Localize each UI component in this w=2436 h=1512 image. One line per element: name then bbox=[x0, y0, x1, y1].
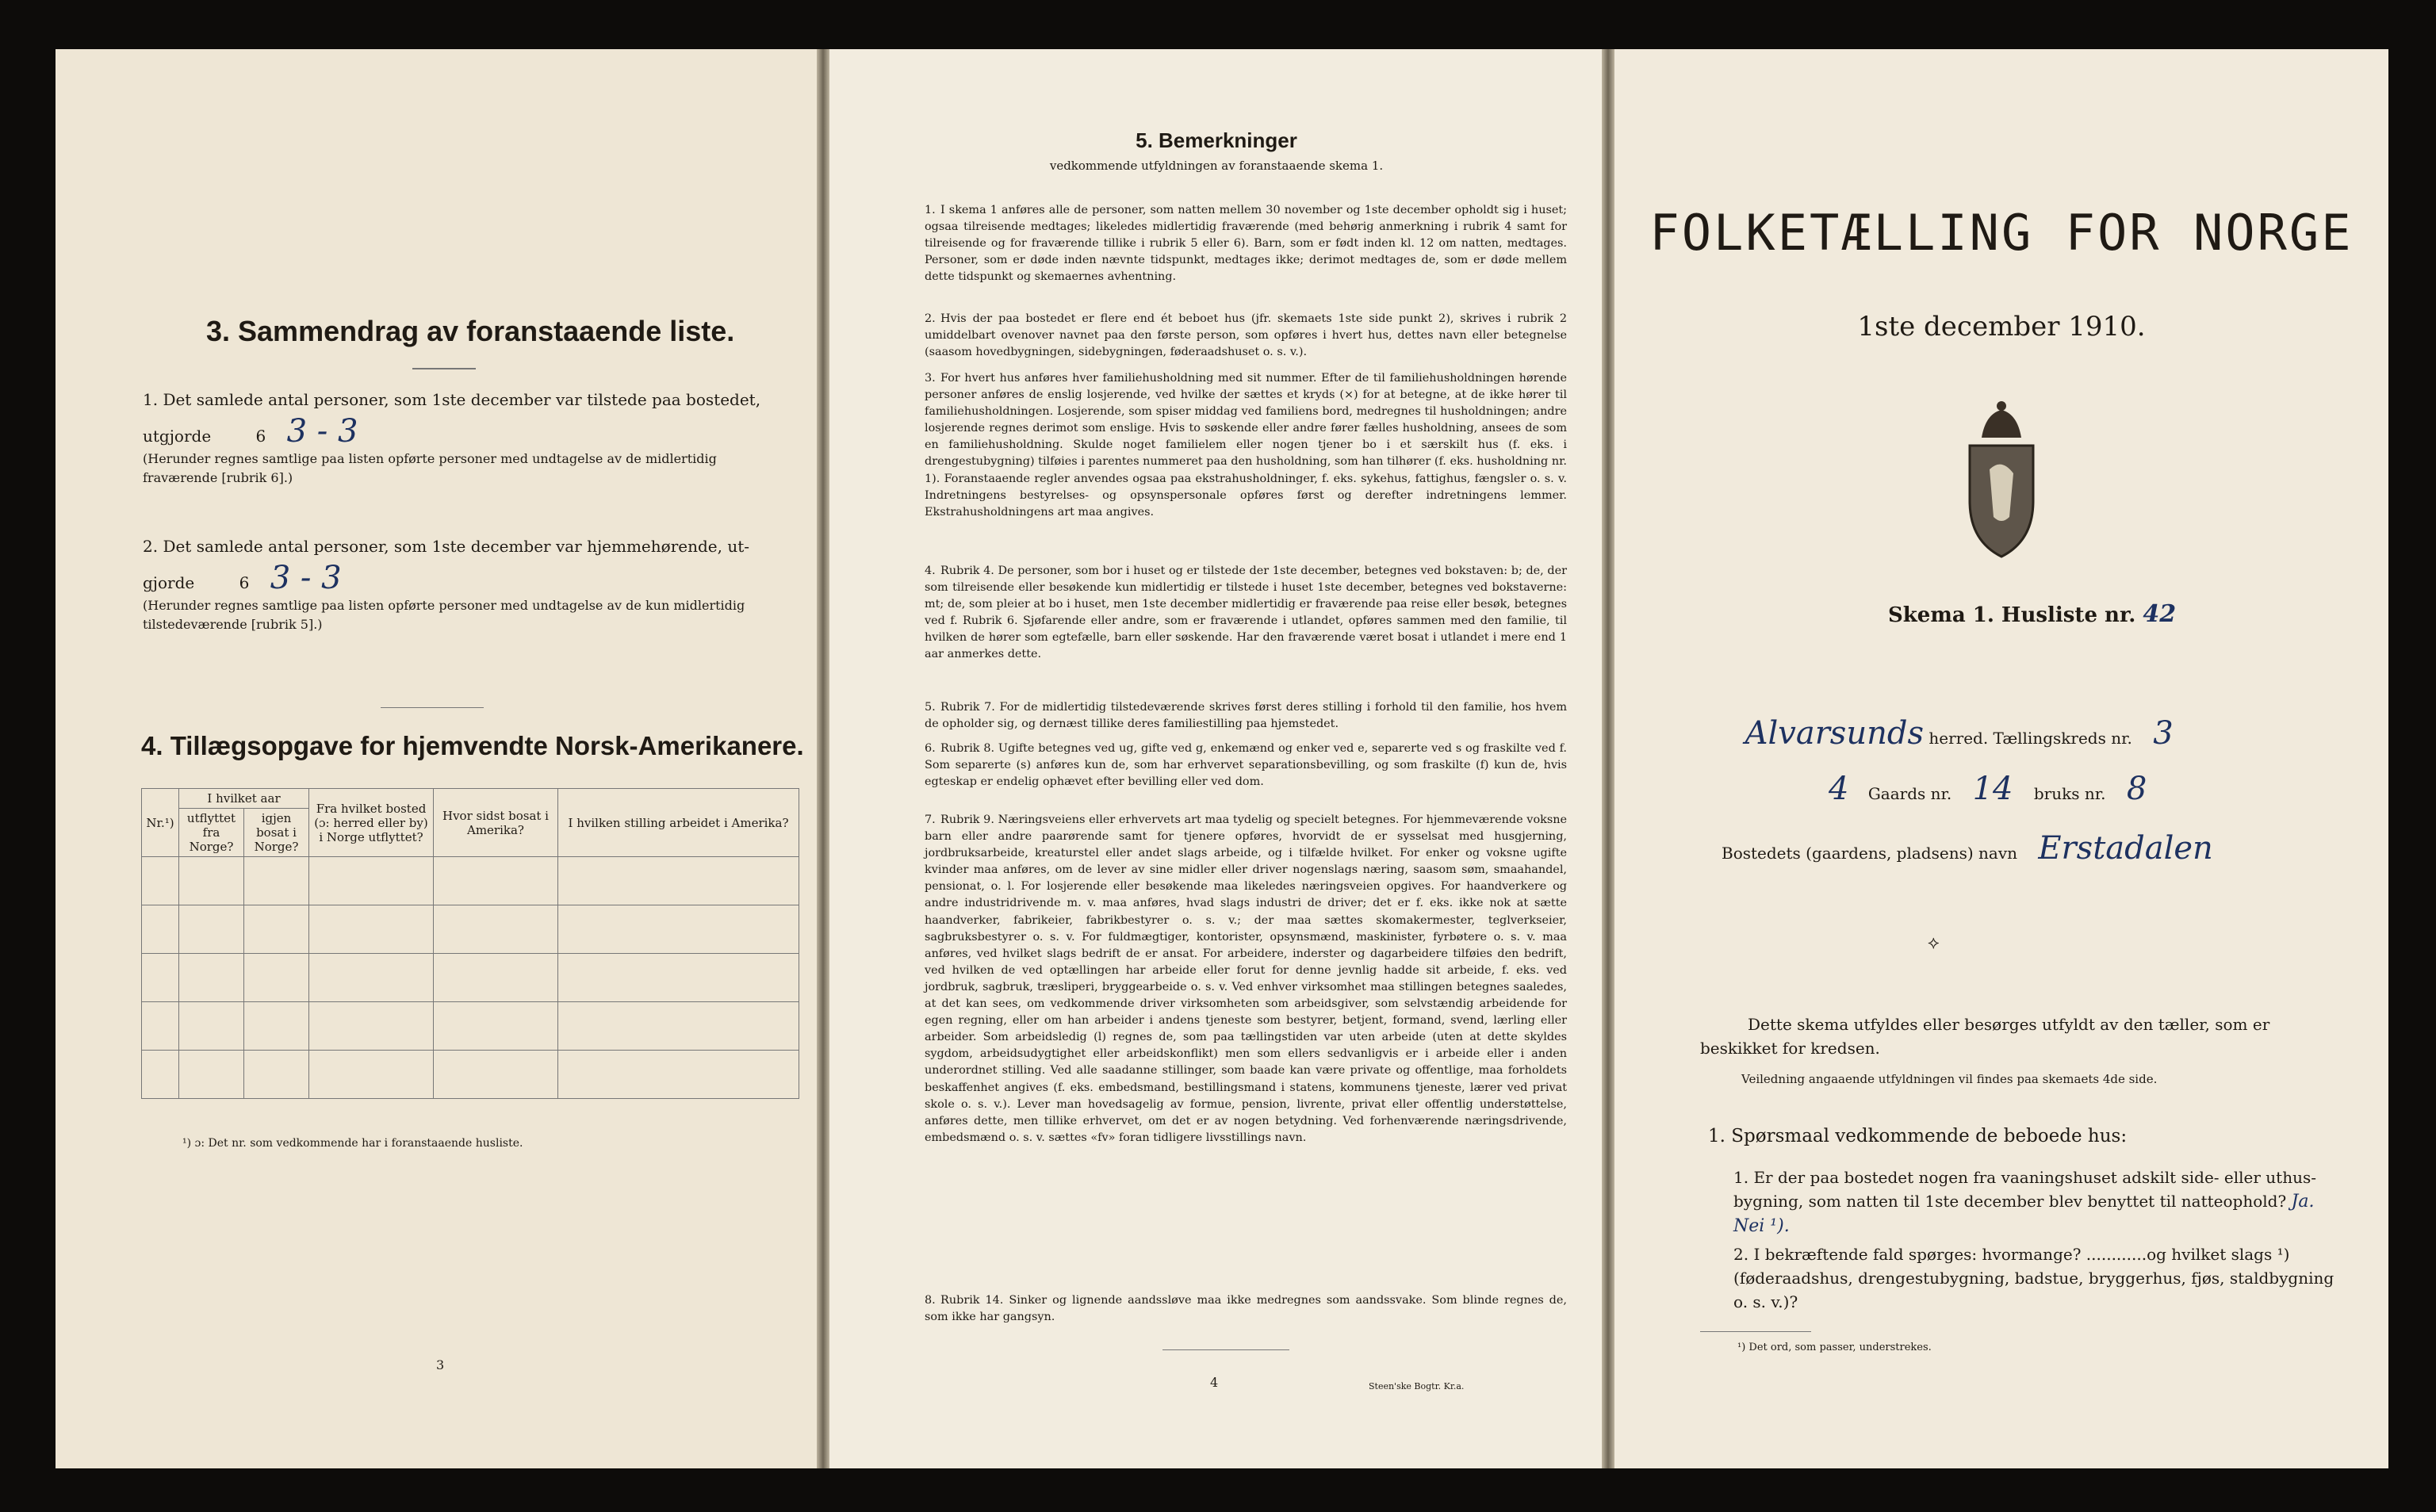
divider bbox=[1700, 1331, 1811, 1332]
herred-line bbox=[1718, 715, 2174, 752]
item-1 bbox=[143, 386, 793, 488]
remark-8: 8. Rubrik 14. Sinker og lignende aandssløve maa ikke medregnes som aandssvake. Som blinde regnes de, som ikke har gangsyn. bbox=[925, 1294, 1567, 1324]
remark-3: 3. For hvert hus anføres hver familiehusholdning med sit nummer. Efter de til familiehusholdningen hørende personer anføres de enslig losjerende, ved hvilke der sættes et kryds (×) for at betegne, at de ikke hører til familiehusholdningen. Losjerende, som spiser middag ved familiens bord, medregnes til husholdningen; andre losjerende regnes derimot som enslige. Hvis to søskende eller andre fører fælles husholdning, ansees de som en familiehusholdning. Skulde noget familielem eller nogen tjener bo i et særskilt hus (f. eks. i drengestubygning) tilføies i parentes nummeret paa den husholdning, som han tilhører (f. eks. husholdning nr. 1). Foranstaaende regler anvendes ogsaa paa ekstrahusholdninger, f. eks. sykehus, fattighus, fængsler o. s. v. Indretningens bestyrelses- og opsynspersonale opføres først og derefter indretningens lemmer. Ekstrahusholdningens art maa angives. bbox=[925, 372, 1567, 519]
col-stilling: I hvilken stilling arbeidet i Amerika? bbox=[558, 789, 799, 857]
item-2-handwritten: 3 - 3 bbox=[270, 560, 342, 596]
col-nr: Nr.¹) bbox=[142, 789, 179, 857]
col-bosat: igjen bosat i Norge? bbox=[244, 809, 309, 857]
herred-label: herred. Tællingskreds nr. bbox=[1928, 729, 2132, 748]
gaard-line bbox=[1829, 771, 2147, 807]
table-row bbox=[142, 1051, 799, 1099]
remark-5: 5. Rubrik 7. For de midlertidig tilstedeværende skrives først deres stilling i forhold til den familie, hos hvem de opholder sig, og dernæst tillike deres familiestilling paa hjemstedet. bbox=[925, 701, 1567, 731]
item-2-text: 2. Det samlede antal personer, som 1ste december var hjemmehørende, ut- bbox=[143, 537, 749, 556]
husliste-nr: 42 bbox=[2143, 600, 2177, 628]
bosted-label: Bostedets (gaardens, pladsens) navn bbox=[1722, 844, 2017, 863]
page-1 bbox=[1614, 49, 2388, 1468]
census-date: 1ste december 1910. bbox=[1857, 311, 2146, 343]
question-1-answer: Ja. Nei ¹). bbox=[1733, 1192, 2315, 1236]
fold-line bbox=[1602, 49, 1614, 1468]
page-4 bbox=[829, 49, 1603, 1468]
remark-1: 1. I skema 1 anføres alle de personer, som natten mellem 30 november og 1ste december opholdt sig i huset; ogsaa tilreisende medtages; likeledes midlertidig fraværende (med behørig anmerkning i rubrik 4 samt for tilreisende og for fraværende tillike i rubrik 5 eller 6). Barn, som er født inden kl. 12 om natten, medtages. Personer, som er døde inden nævnte tidspunkt, medtages ikke; derimot medtages de, som er døde mellem dette tidspunkt og skemaernes avhentning. bbox=[925, 204, 1567, 284]
item-2-printed: 6 bbox=[239, 573, 250, 592]
question-1: 1. Er der paa bostedet nogen fra vaaningshuset adskilt side- eller uthus-bygning, som natten til 1ste december blev benyttet til natteophold? Ja. Nei ¹). bbox=[1733, 1168, 2316, 1236]
bruks-nr: 8 bbox=[2126, 771, 2147, 807]
gaards-nr: 14 bbox=[1972, 771, 2013, 807]
gaards-label: Gaards nr. bbox=[1867, 784, 1952, 803]
bosted-name: Erstadalen bbox=[2038, 830, 2213, 867]
divider bbox=[381, 707, 484, 708]
question-2: 2. I bekræftende fald spørges: hvormange? ............og hvilket slags ¹) (føderaadshus, drengestubygning, badstue, bryggerhus, fjøs, staldbygning o. s. v.)? bbox=[1733, 1245, 2334, 1311]
footnote: ¹) ɔ: Det nr. som vedkommende har i foranstaaende husliste. bbox=[182, 1137, 523, 1150]
table-row bbox=[142, 954, 799, 1002]
remark-6: 6. Rubrik 8. Ugifte betegnes ved ug, gifte ved g, enkemænd og enker ved e, separerte ved s og fraskilte ved f. Som separerte (s) anføres kun de, som har erhvervet separationsbevilling, og som fraskilte (f) kun de, hvis egteskap er endelig ophævet efter bevilling eller ved dom. bbox=[925, 742, 1567, 789]
table-row bbox=[142, 905, 799, 954]
bosted-line bbox=[1722, 830, 2213, 867]
col-bosted: Fra hvilket bosted (ɔ: herred eller by) i Norge utflyttet? bbox=[309, 789, 434, 857]
printer-mark: Steen'ske Bogtr. Kr.a. bbox=[1369, 1381, 1465, 1391]
col-utflyttet: utflyttet fra Norge? bbox=[179, 809, 244, 857]
remarks-subtitle: vedkommende utfyldningen av foranstaaende skema 1. bbox=[1049, 159, 1384, 173]
table-row bbox=[142, 1002, 799, 1051]
remarks-title: 5. Bemerkninger bbox=[1136, 128, 1297, 152]
herred-name: Alvarsunds bbox=[1745, 715, 1924, 752]
census-title: FOLKETÆLLING FOR NORGE bbox=[1649, 204, 2354, 262]
ornament: ⟡ bbox=[1928, 933, 1940, 953]
page-number: 3 bbox=[436, 1357, 445, 1372]
item-2 bbox=[143, 533, 793, 634]
bruks-label: bruks nr. bbox=[2033, 784, 2106, 803]
questions-heading: 1. Spørsmaal vedkommende de beboede hus: bbox=[1708, 1126, 2128, 1146]
table-row bbox=[142, 857, 799, 905]
norsk-amerikaner-table bbox=[141, 788, 799, 1099]
schema-label: Skema 1. Husliste nr. bbox=[1888, 603, 2136, 627]
item-2-label: gjorde bbox=[143, 573, 195, 592]
section-3-title: 3. Sammendrag av foranstaaende liste. bbox=[206, 315, 735, 347]
section-4-title: 4. Tillægsopgave for hjemvendte Norsk-Amerikanere. bbox=[141, 731, 804, 760]
col-amerika: Hvor sidst bosat i Amerika? bbox=[434, 789, 558, 857]
item-1-handwritten: 3 - 3 bbox=[286, 413, 358, 450]
coat-of-arms-icon bbox=[1950, 382, 2053, 565]
schema-line bbox=[1888, 600, 2176, 628]
item-1-text: 1. Det samlede antal personer, som 1ste december var tilstede paa bostedet, bbox=[143, 390, 761, 409]
info-note: Veiledning angaaende utfyldningen vil findes paa skemaets 4de side. bbox=[1741, 1072, 2158, 1086]
divider bbox=[1162, 1349, 1289, 1350]
col-group-year: I hvilket aar bbox=[179, 789, 309, 809]
divider bbox=[412, 368, 476, 369]
kreds-nr: 3 bbox=[2153, 715, 2174, 752]
info-text: Dette skema utfyldes eller besørges utfyldt av den tæller, som er beskikket for kredsen. bbox=[1700, 1015, 2270, 1058]
page-number: 4 bbox=[1210, 1375, 1219, 1390]
remark-7: 7. Rubrik 9. Næringsveiens eller erhvervets art maa tydelig og specielt betegnes. For hjemmeværende voksne barn eller andre paarørende samt for tjenere opføres, hvorvidt de er sysselsat med husgjerning, jordbruksarbeide, kreaturstel eller andet slags arbeide, og i tilfælde hvilket. For enker og voksne ugifte kvinder maa anføres, om de lever av sine midler eller driver nogenslags næring, saasom søm, smaahandel, pensionat, o. l. For losjerende eller besøkende maa likeledes næringsveien opgives. For haandverkere og andre industridrivende m. v. maa anføres, hvad slags industri de driver; det er f. eks. ikke nok at sætte haandverker, fabrikeier, fabrikbestyrer o. s. v.; der maa sættes skomakermester, teglverkseier, sagbruksbestyrer o. s. v. For fuldmægtiger, kontorister, opsynsmænd, maskinister, fyrbøtere o. s. v. maa anføres, ved hvilket slags bedrift de er ansat. For arbeidere, inderster og dagarbeidere tilføies den bedrift, ved hvilken de ved optællingen har arbeide eller forut for denne jevnlig hadde sit arbeide, f. eks. ved jordbruk, sagbruk, træsliperi, bryggearbeide o. s. v. Ved enhver virksomhet maa stillingen betegnes saaledes, at det kan sees, om vedkommende driver virksomheten som arbeidsgiver, som selvstændig arbeidende for egen regning, eller om han arbeider i andens tjeneste som bestyrer, betjent, formand, svend, lærling eller arbeider. Som arbeidsledig (l) regnes de, som paa tællingstiden var uten arbeide (uten at dette skyldes sygdom, arbeidsudygtighet eller arbeidskonflikt) men som ellers sedvanligvis er i arbeide eller i anden underordnet stilling. Ved alle saadanne stillinger, som baade kan være private og offentlige, maa forholdets beskaffenhet angives (f. eks. embedsmand, bestillingsmand i statens, kommunens tjeneste, lærer ved privat skole o. s. v.). Lever man hovedsagelig av formue, pension, livrente, privat eller offentlig understøttelse, anføres dette, men tillike erhvervet, om det er av nogen betydning. Ved forhenværende næringsdrivende, embedsmænd o. s. v. sættes «fv» foran tidligere livsstillings navn. bbox=[925, 813, 1567, 1144]
prefix-number: 4 bbox=[1829, 771, 1849, 807]
remark-2: 2. Hvis der paa bostedet er flere end ét beboet hus (jfr. skemaets 1ste side punkt 2), skrives i rubrik 2 umiddelbart ovenover navnet paa den første person, som opføres i hvert hus, dettes navn eller betegnelse (saasom hovedbygningen, sidebygningen, føderaadshuset o. s. v.). bbox=[925, 312, 1567, 359]
remark-4: 4. Rubrik 4. De personer, som bor i huset og er tilstede der 1ste december, betegnes ved bokstaven: b; de, der som tilreisende eller besøkende kun midlertidig er tilstede i huset 1ste december, betegnes ved bokstaverne: mt; de, som pleier at bo i huset, men 1ste december midlertidig er fraværende paa reise eller besøk, betegnes ved f. Rubrik 6. Sjøfarende eller andre, som er fraværende i utlandet, opføres sammen med den familie, til hvilken de hører som egtefælle, barn eller søskende. Har den fraværende været bosat i utlandet i mere end 1 aar anmerkes dette. bbox=[925, 565, 1567, 661]
item-1-printed: 6 bbox=[255, 427, 266, 446]
footnote: ¹) Det ord, som passer, understrekes. bbox=[1737, 1342, 1932, 1353]
item-1-note: (Herunder regnes samtlige paa listen opførte personer med undtagelse av de midlertidig fraværende [rubrik 6].) bbox=[143, 451, 717, 485]
page-3 bbox=[56, 49, 817, 1468]
fold-line bbox=[817, 49, 829, 1468]
item-1-label: utgjorde bbox=[143, 427, 212, 446]
item-2-note: (Herunder regnes samtlige paa listen opførte personer med undtagelse av de kun midlertidig tilstedeværende [rubrik 5].) bbox=[143, 598, 745, 632]
